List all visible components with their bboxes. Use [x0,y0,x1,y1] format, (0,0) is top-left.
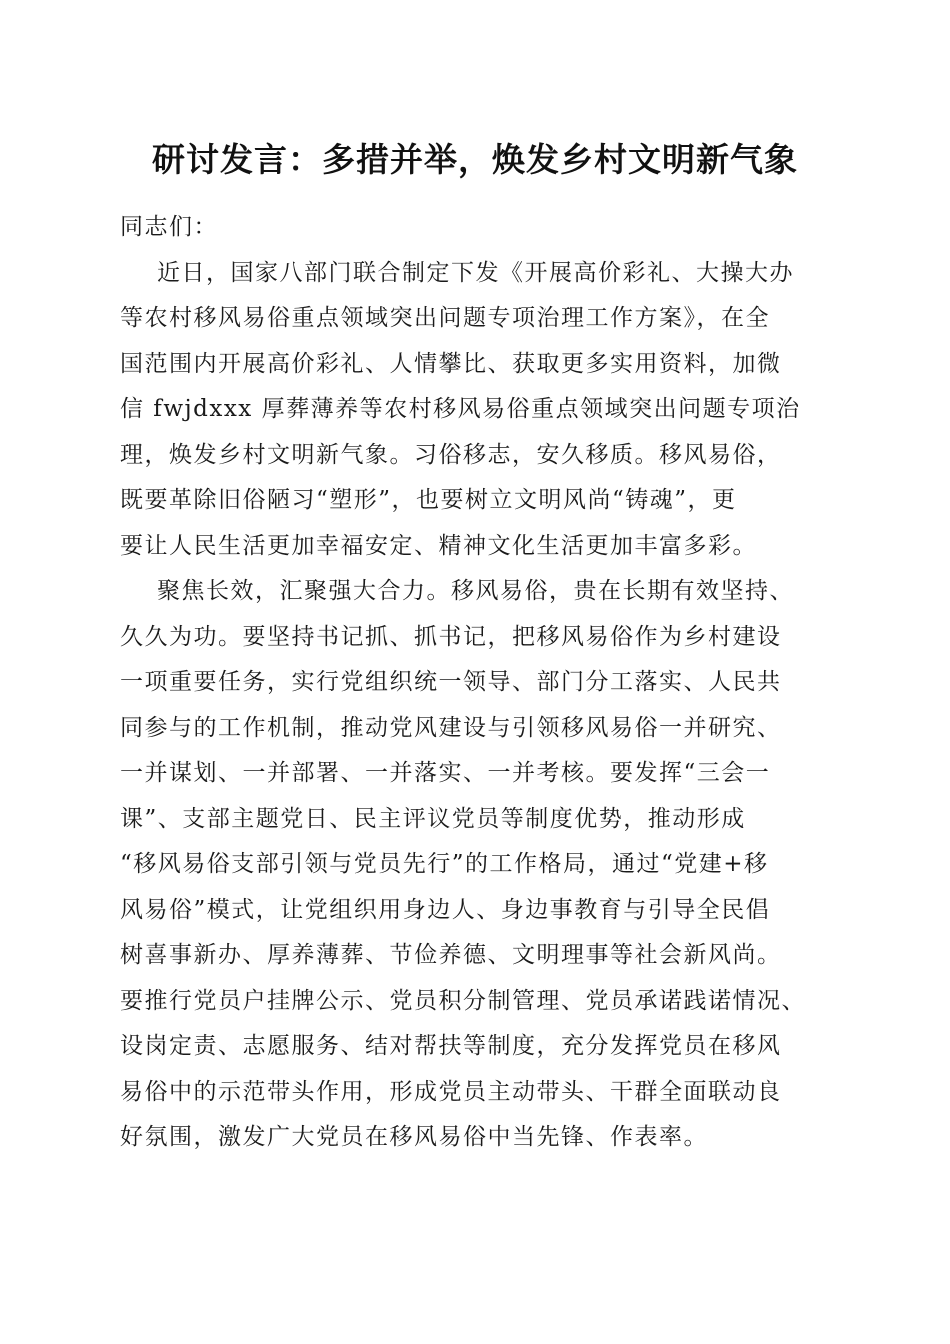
document-body [120,205,840,1161]
paragraph-line: 风易俗”模式，让党组织用身边人、身边事教育与引导全民倡 [120,896,771,923]
paragraph-line: 等农村移风易俗重点领域突出问题专项治理工作方案》，在全 [120,305,770,331]
paragraph-line: “移风易俗支部引领与党员先行”的工作格局，通过“党建+移 [120,851,769,877]
paragraph-line: 一并谋划、一并部署、一并落实、一并考核。要发挥“三会一 [120,760,771,786]
paragraph-line: 树喜事新办、厚养薄葬、节俭养德、文明理事等社会新风尚。 [120,942,782,968]
paragraph-1 [120,251,840,570]
paragraph-line: 久久为功。要坚持书记抓、抓书记，把移风易俗作为乡村建设 [120,623,782,650]
paragraph-line: 同参与的工作机制，推动党风建设与引领移风易俗一并研究、 [120,714,782,741]
paragraph-line: 理，焕发乡村文明新气象。习俗移志，安久移质。移风易俗， [120,441,782,468]
paragraph-line: 近日，国家八部门联合制定下发《开展高价彩礼、大操大办 [157,259,794,286]
paragraph-line: 一项重要任务，实行党组织统一领导、部门分工落实、人民共 [120,669,782,695]
paragraph-line: 易俗中的示范带头作用，形成党员主动带头、干群全面联动良 [120,1078,782,1105]
paragraph-line: 课”、支部主题党日、民主评议党员等制度优势，推动形成 [120,805,746,832]
paragraph-line: 要让人民生活更加幸福安定、精神文化生活更加丰富多彩。 [120,532,757,559]
document-title: 研讨发言：多措并举，焕发乡村文明新气象 [152,140,798,179]
paragraph-2 [120,569,840,1161]
paragraph-line: 要推行党员户挂牌公示、党员积分制管理、党员承诺践诺情况、 [120,987,806,1014]
paragraph-line: 设岗定责、志愿服务、结对帮扶等制度，充分发挥党员在移风 [120,1033,782,1059]
paragraph-line: 聚焦长效，汇聚强大合力。移风易俗，贵在长期有效坚持、 [157,578,794,604]
paragraph-line: 信 fwjdxxx 厚葬薄养等农村移风易俗重点领域突出问题专项治 [120,396,801,422]
paragraph-line: 好氛围，激发广大党员在移风易俗中当先锋、作表率。 [120,1124,708,1150]
paragraph-line: 既要革除旧俗陋习“塑形”，也要树立文明风尚“铸魂”，更 [120,487,737,513]
salutation: 同志们： [120,214,218,240]
paragraph-line: 国范围内开展高价彩礼、人情攀比、获取更多实用资料，加微 [120,350,782,377]
